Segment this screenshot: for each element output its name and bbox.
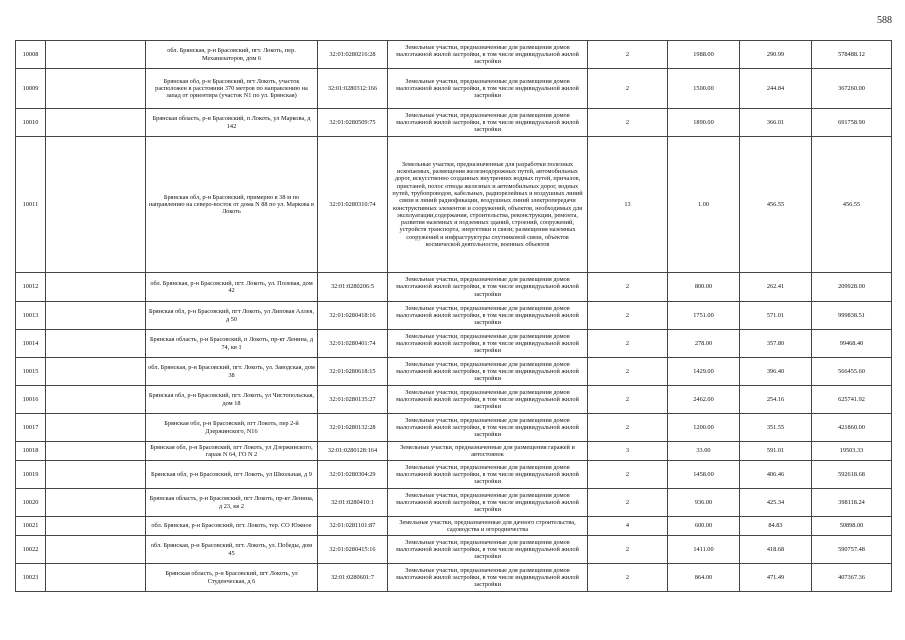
group-cell: 2 bbox=[588, 386, 668, 414]
address-cell: Брянская область, р-н Брасовский, п Локоть, ул Маркова, д 142 bbox=[146, 109, 318, 137]
row-id: 10009 bbox=[16, 69, 46, 109]
address-cell: Брянская область, р-н Брасовский, пгт Локоть, ул Студенческая, д 6 bbox=[146, 564, 318, 592]
area-cell: 1751.00 bbox=[668, 302, 740, 330]
cadastral-number-cell: 32:01:0280601:7 bbox=[318, 564, 388, 592]
address-cell: Брянская обл, р-н Брасовский, пгт. Локоть, ул Чистопольская, дом 18 bbox=[146, 386, 318, 414]
land-use-cell: Земельные участки, предназначенные для размещения домов малоэтажной жилой застройки, в том числе индивидуальной жилой застройки bbox=[388, 302, 588, 330]
land-use-cell: Земельные участки, предназначенные для дачного строительства, садоводства и огородничества bbox=[388, 517, 588, 536]
row-id: 10022 bbox=[16, 536, 46, 564]
cadastral-number-cell: 32:01:0280216:28 bbox=[318, 41, 388, 69]
table-row bbox=[16, 564, 892, 592]
address-cell: обл. Брянская, р-н Брасовский, пгт. Локоть, тер. СО Южное bbox=[146, 517, 318, 536]
row-id: 10019 bbox=[16, 461, 46, 489]
address-cell: обл. Брянская, р-н Брасовский, пгт. Локоть, ул. Победы, дом 45 bbox=[146, 536, 318, 564]
empty-cell bbox=[46, 69, 146, 109]
group-cell: 2 bbox=[588, 414, 668, 442]
area-cell: 278.00 bbox=[668, 330, 740, 358]
specific-value-cell: 351.55 bbox=[740, 414, 812, 442]
empty-cell bbox=[46, 442, 146, 461]
cadastral-value-cell: 578488.12 bbox=[812, 41, 892, 69]
land-use-cell: Земельные участки, предназначенные для размещения гаражей и автостоянок bbox=[388, 442, 588, 461]
cadastral-value-cell: 407367.36 bbox=[812, 564, 892, 592]
row-id: 10015 bbox=[16, 358, 46, 386]
cadastral-value-cell: 625741.92 bbox=[812, 386, 892, 414]
empty-cell bbox=[46, 358, 146, 386]
cadastral-value-cell: 19503.33 bbox=[812, 442, 892, 461]
group-cell: 2 bbox=[588, 358, 668, 386]
group-cell: 2 bbox=[588, 330, 668, 358]
group-cell: 2 bbox=[588, 536, 668, 564]
table-row bbox=[16, 69, 892, 109]
address-cell: Брянская обл, р-н Брасовский, пгт Локоть, ул Липовая Аллея, д 50 bbox=[146, 302, 318, 330]
empty-cell bbox=[46, 536, 146, 564]
specific-value-cell: 254.16 bbox=[740, 386, 812, 414]
group-cell: 2 bbox=[588, 302, 668, 330]
land-use-cell: Земельные участки, предназначенные для размещения домов малоэтажной жилой застройки, в том числе индивидуальной жилой застройки bbox=[388, 109, 588, 137]
cadastral-number-cell: 32:01:0280418:16 bbox=[318, 302, 388, 330]
empty-cell bbox=[46, 109, 146, 137]
group-cell: 4 bbox=[588, 517, 668, 536]
row-id: 10023 bbox=[16, 564, 46, 592]
address-cell: Брянская обл, р-н Брасовский, пгт Локоть, ул Школьная, д 9 bbox=[146, 461, 318, 489]
land-use-cell: Земельные участки, предназначенные для размещения домов малоэтажной жилой застройки, в том числе индивидуальной жилой застройки bbox=[388, 358, 588, 386]
table-row bbox=[16, 414, 892, 442]
area-cell: 1429.00 bbox=[668, 358, 740, 386]
cadastral-value-cell: 456.55 bbox=[812, 137, 892, 273]
table-row bbox=[16, 358, 892, 386]
specific-value-cell: 418.68 bbox=[740, 536, 812, 564]
address-cell: Брянская обл, р-н Брасовский, пгт Локоть, пер 2-й Дзержинского, N16 bbox=[146, 414, 318, 442]
table-row bbox=[16, 489, 892, 517]
empty-cell bbox=[46, 41, 146, 69]
specific-value-cell: 262.41 bbox=[740, 273, 812, 302]
row-id: 10014 bbox=[16, 330, 46, 358]
address-cell: обл. Брянская, р-н Брасовский, пгт. Локоть, пер. Механизаторов, дом 6 bbox=[146, 41, 318, 69]
area-cell: 2462.00 bbox=[668, 386, 740, 414]
cadastral-number-cell: 32:01:0280618:15 bbox=[318, 358, 388, 386]
cadastral-number-cell: 32:01:0280132:28 bbox=[318, 414, 388, 442]
table-row bbox=[16, 273, 892, 302]
row-id: 10011 bbox=[16, 137, 46, 273]
group-cell: 2 bbox=[588, 69, 668, 109]
cadastral-number-cell: 32:01:0280304:29 bbox=[318, 461, 388, 489]
cadastral-number-cell: 32:01:0280415:16 bbox=[318, 536, 388, 564]
land-use-cell: Земельные участки, предназначенные для размещения домов малоэтажной жилой застройки, в том числе индивидуальной жилой застройки bbox=[388, 536, 588, 564]
specific-value-cell: 396.40 bbox=[740, 358, 812, 386]
land-use-cell: Земельные участки, предназначенные для размещения домов малоэтажной жилой застройки, в том числе индивидуальной жилой застройки bbox=[388, 414, 588, 442]
empty-cell bbox=[46, 330, 146, 358]
row-id: 10008 bbox=[16, 41, 46, 69]
specific-value-cell: 406.46 bbox=[740, 461, 812, 489]
row-id: 10017 bbox=[16, 414, 46, 442]
specific-value-cell: 471.49 bbox=[740, 564, 812, 592]
cadastral-value-cell: 99468.40 bbox=[812, 330, 892, 358]
table-row bbox=[16, 137, 892, 273]
empty-cell bbox=[46, 564, 146, 592]
land-use-cell: Земельные участки, предназначенные для разработки полезных ископаемых, размещения железнодорожных путей, автомобильных дорог, искусственно созданных внутренних водных путей, причалов, пристаней, полос отвода железных и автомобильных дорог, водных путей, трубопроводов, кабельных, радиорелейных и воздушных линий связи и линий радиофикации, воздушных линий электропередачи конструктивных элементов и сооружений, объектов, необходимых для эксплуатации,содержания, строительства, реконструкции, ремонта, развития наземных и подземных зданий, строений, сооружений, устройств транспорта, энергетики и связи; размещения наземных сооружений и инфраструктуры спутниковой связи, объектов космической деятельности, военных объектов bbox=[388, 137, 588, 273]
table-row bbox=[16, 330, 892, 358]
specific-value-cell: 591.01 bbox=[740, 442, 812, 461]
row-id: 10020 bbox=[16, 489, 46, 517]
page-number: 588 bbox=[877, 15, 892, 26]
table-row bbox=[16, 302, 892, 330]
address-cell: Брянская обл, р-н Брасовский, пгт Локоть, участок расположен в расстоянии 370 метров по направлению на запад от ориентира (участок N1 по ул. Брянская) bbox=[146, 69, 318, 109]
table-row bbox=[16, 109, 892, 137]
area-cell: 1988.00 bbox=[668, 41, 740, 69]
specific-value-cell: 244.84 bbox=[740, 69, 812, 109]
empty-cell bbox=[46, 273, 146, 302]
area-cell: 936.00 bbox=[668, 489, 740, 517]
group-cell: 3 bbox=[588, 442, 668, 461]
cadastral-value-cell: 50898.00 bbox=[812, 517, 892, 536]
address-cell: Брянская обл, р-н Брасовский, пгт Локоть, ул Дзержинского, гараж N 64, ГО N 2 bbox=[146, 442, 318, 461]
cadastral-value-cell: 367260.00 bbox=[812, 69, 892, 109]
cadastral-table bbox=[15, 40, 892, 592]
cadastral-number-cell: 32:01:0280128:164 bbox=[318, 442, 388, 461]
group-cell: 2 bbox=[588, 109, 668, 137]
specific-value-cell: 290.99 bbox=[740, 41, 812, 69]
specific-value-cell: 571.01 bbox=[740, 302, 812, 330]
land-use-cell: Земельные участки, предназначенные для размещения домов малоэтажной жилой застройки, в том числе индивидуальной жилой застройки bbox=[388, 330, 588, 358]
cadastral-number-cell: 32:01:0280206:5 bbox=[318, 273, 388, 302]
group-cell: 2 bbox=[588, 489, 668, 517]
cadastral-number-cell: 32:01:0280135:27 bbox=[318, 386, 388, 414]
cadastral-value-cell: 209928.00 bbox=[812, 273, 892, 302]
row-id: 10018 bbox=[16, 442, 46, 461]
specific-value-cell: 366.01 bbox=[740, 109, 812, 137]
area-cell: 800.00 bbox=[668, 273, 740, 302]
specific-value-cell: 357.80 bbox=[740, 330, 812, 358]
group-cell: 2 bbox=[588, 564, 668, 592]
area-cell: 1.00 bbox=[668, 137, 740, 273]
cadastral-number-cell: 32:01:0281101:87 bbox=[318, 517, 388, 536]
empty-cell bbox=[46, 489, 146, 517]
empty-cell bbox=[46, 461, 146, 489]
area-cell: 864.00 bbox=[668, 564, 740, 592]
cadastral-value-cell: 590757.48 bbox=[812, 536, 892, 564]
area-cell: 600.00 bbox=[668, 517, 740, 536]
cadastral-value-cell: 421860.00 bbox=[812, 414, 892, 442]
specific-value-cell: 456.55 bbox=[740, 137, 812, 273]
area-cell: 1411.00 bbox=[668, 536, 740, 564]
specific-value-cell: 425.34 bbox=[740, 489, 812, 517]
area-cell: 33.00 bbox=[668, 442, 740, 461]
land-use-cell: Земельные участки, предназначенные для размещения домов малоэтажной жилой застройки, в том числе индивидуальной жилой застройки bbox=[388, 489, 588, 517]
row-id: 10010 bbox=[16, 109, 46, 137]
group-cell: 2 bbox=[588, 273, 668, 302]
table-row bbox=[16, 536, 892, 564]
area-cell: 1890.00 bbox=[668, 109, 740, 137]
cadastral-number-cell: 32:01:0280410:1 bbox=[318, 489, 388, 517]
empty-cell bbox=[46, 386, 146, 414]
cadastral-number-cell: 32:01:0280310:74 bbox=[318, 137, 388, 273]
group-cell: 2 bbox=[588, 461, 668, 489]
land-use-cell: Земельные участки, предназначенные для размещения домов малоэтажной жилой застройки, в том числе индивидуальной жилой застройки bbox=[388, 386, 588, 414]
row-id: 10013 bbox=[16, 302, 46, 330]
land-use-cell: Земельные участки, предназначенные для размещения домов малоэтажной жилой застройки, в том числе индивидуальной жилой застройки bbox=[388, 461, 588, 489]
table-row bbox=[16, 386, 892, 414]
empty-cell bbox=[46, 137, 146, 273]
address-cell: обл. Брянская, р-н Брасовский, пгт. Локоть, ул. Заводская, дом 38 bbox=[146, 358, 318, 386]
land-use-cell: Земельные участки, предназначенные для размещения домов малоэтажной жилой застройки, в том числе индивидуальной жилой застройки bbox=[388, 273, 588, 302]
empty-cell bbox=[46, 414, 146, 442]
cadastral-value-cell: 566455.60 bbox=[812, 358, 892, 386]
table-row bbox=[16, 41, 892, 69]
row-id: 10012 bbox=[16, 273, 46, 302]
address-cell: Брянская область, р-н Брасовский, пгт Локоть, пр-кт Ленина, д 23, кв 2 bbox=[146, 489, 318, 517]
row-id: 10016 bbox=[16, 386, 46, 414]
group-cell: 13 bbox=[588, 137, 668, 273]
empty-cell bbox=[46, 302, 146, 330]
cadastral-number-cell: 32:01:0280312:166 bbox=[318, 69, 388, 109]
group-cell: 2 bbox=[588, 41, 668, 69]
address-cell: Брянская область, р-н Брасовский, п Локоть, пр-кт Ленина, д 74, кв 1 bbox=[146, 330, 318, 358]
cadastral-value-cell: 999838.51 bbox=[812, 302, 892, 330]
cadastral-number-cell: 32:01:0280509:75 bbox=[318, 109, 388, 137]
table-row bbox=[16, 442, 892, 461]
empty-cell bbox=[46, 517, 146, 536]
area-cell: 1200.00 bbox=[668, 414, 740, 442]
cadastral-value-cell: 398118.24 bbox=[812, 489, 892, 517]
address-cell: обл. Брянская, р-н Брасовский, пгт. Локоть, ул. Полевая, дом 42 bbox=[146, 273, 318, 302]
row-id: 10021 bbox=[16, 517, 46, 536]
specific-value-cell: 84.83 bbox=[740, 517, 812, 536]
cadastral-number-cell: 32:01:0280401:74 bbox=[318, 330, 388, 358]
address-cell: Брянская обл, р-н Брасовский, примерно в 38 м по направлению на северо-восток от дома N 88 по ул. Маркова в Локоть bbox=[146, 137, 318, 273]
table-row bbox=[16, 517, 892, 536]
area-cell: 1500.00 bbox=[668, 69, 740, 109]
cadastral-value-cell: 691758.90 bbox=[812, 109, 892, 137]
land-use-cell: Земельные участки, предназначенные для размещения домов малоэтажной жилой застройки, в том числе индивидуальной жилой застройки bbox=[388, 564, 588, 592]
table-row bbox=[16, 461, 892, 489]
cadastral-value-cell: 592618.68 bbox=[812, 461, 892, 489]
land-use-cell: Земельные участки, предназначенные для размещения домов малоэтажной жилой застройки, в том числе индивидуальной жилой застройки bbox=[388, 41, 588, 69]
land-use-cell: Земельные участки, предназначенные для размещения домов малоэтажной жилой застройки, в том числе индивидуальной жилой застройки bbox=[388, 69, 588, 109]
area-cell: 1458.00 bbox=[668, 461, 740, 489]
